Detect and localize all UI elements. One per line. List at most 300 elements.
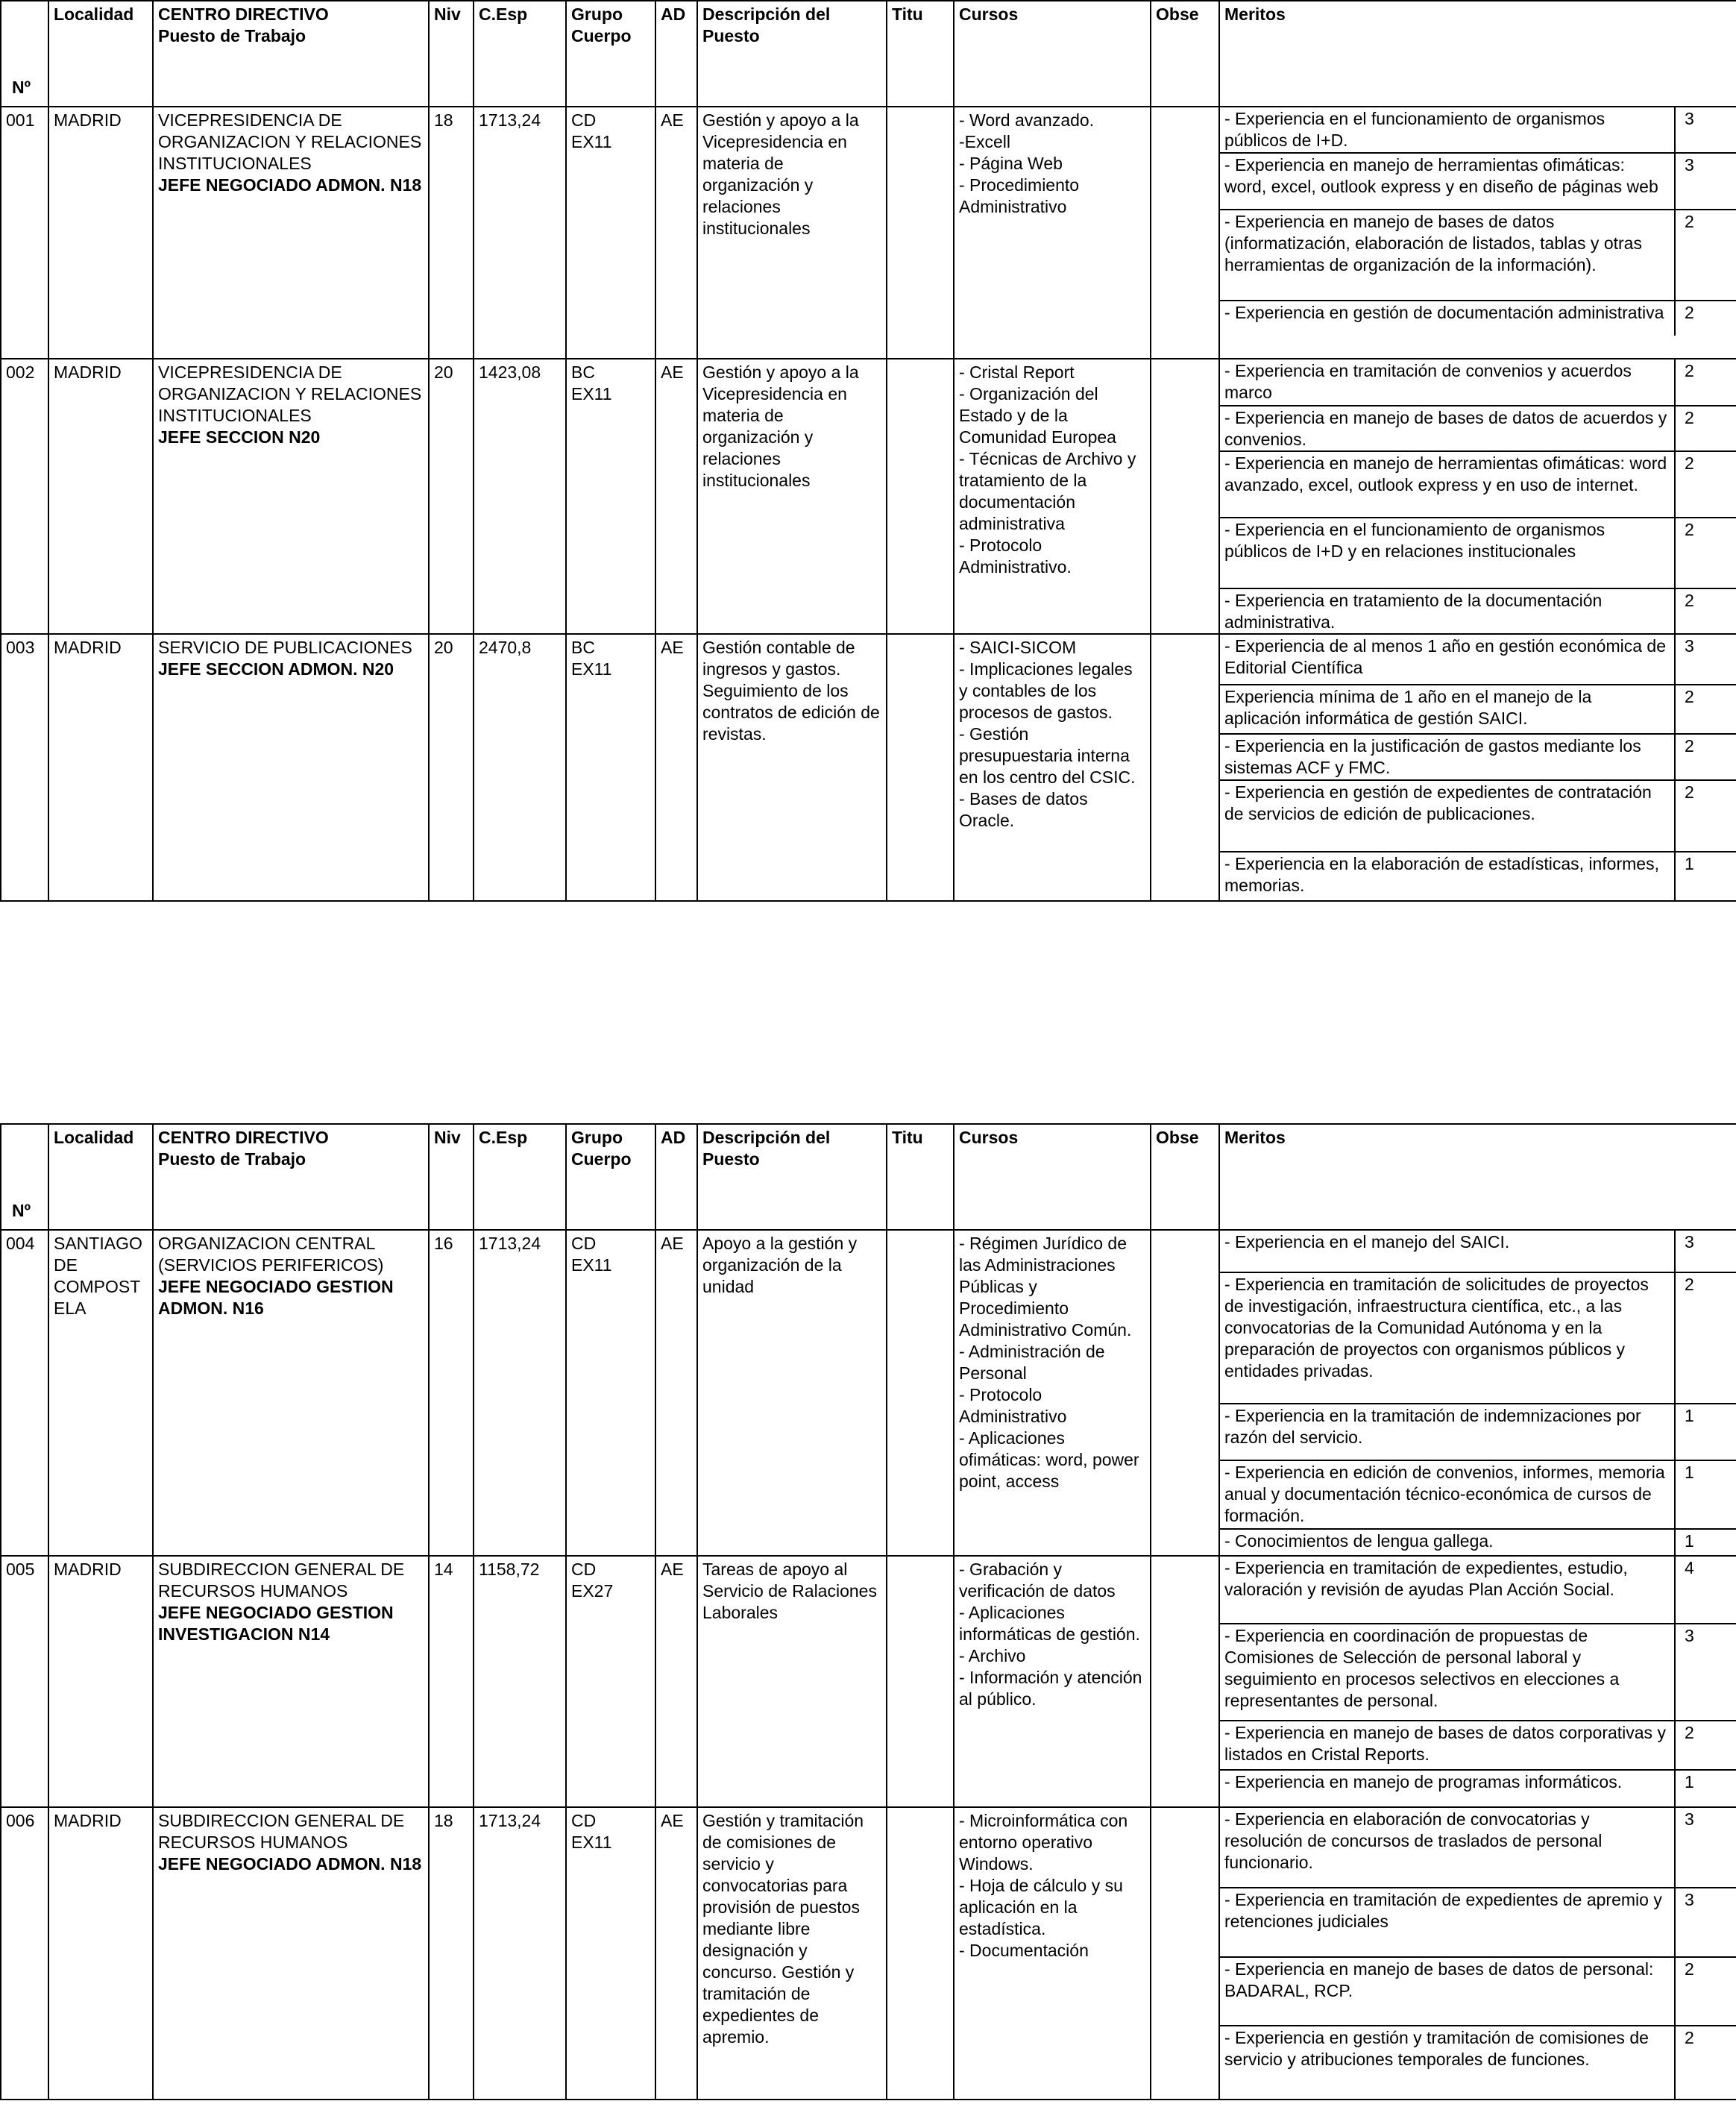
header-ad bbox=[655, 1124, 697, 1230]
row-centro bbox=[153, 634, 429, 901]
merito-score: 1 bbox=[1675, 1770, 1736, 1806]
row-desc-text: Gestión contable de ingresos y gastos. Seguimiento de los contratos de edición de revistas. bbox=[702, 638, 880, 744]
row-obse bbox=[1151, 634, 1219, 901]
header-centro-text: Puesto de Trabajo bbox=[158, 26, 306, 45]
curso-item: - Archivo bbox=[959, 1646, 1026, 1665]
merito-item bbox=[1220, 1957, 1736, 2026]
merito-item bbox=[1220, 1404, 1736, 1460]
merito-text: - Experiencia en elaboración de convocatorias y resolución de concursos de traslados de personal funcionario. bbox=[1220, 1808, 1675, 1888]
merito-score: 2 bbox=[1675, 685, 1736, 734]
merito-item bbox=[1220, 1272, 1736, 1404]
header-meritos-text: Meritos bbox=[1224, 1128, 1286, 1147]
curso-item: - Microinformática con entorno operativo Windows. bbox=[959, 1811, 1128, 1874]
merito-score: 1 bbox=[1675, 852, 1736, 900]
merito-score: 2 bbox=[1675, 451, 1736, 518]
meritos-list bbox=[1220, 1557, 1736, 1806]
merito-item bbox=[1220, 852, 1736, 900]
cuerpo: EX11 bbox=[571, 384, 612, 403]
cuerpo: EX11 bbox=[571, 1833, 612, 1852]
curso-item: - SAICI-SICOM bbox=[959, 638, 1077, 657]
header-cesp bbox=[474, 1124, 566, 1230]
row-ad bbox=[655, 1230, 697, 1556]
merito-score: 2 bbox=[1675, 301, 1736, 336]
header-centro-text: Puesto de Trabajo bbox=[158, 1149, 306, 1169]
meritos-list bbox=[1220, 107, 1736, 336]
job-table-1 bbox=[0, 0, 1736, 902]
grupo: CD bbox=[571, 1560, 597, 1579]
row-cesp-text: 1158,72 bbox=[479, 1560, 540, 1579]
row-localidad bbox=[48, 359, 153, 634]
row-grupo bbox=[566, 1807, 655, 2100]
row-nivel bbox=[429, 1556, 474, 1807]
merito-item bbox=[1220, 1624, 1736, 1721]
merito-score: 3 bbox=[1675, 1624, 1736, 1721]
header-desc bbox=[697, 1124, 887, 1230]
merito-text: - Experiencia en gestión de documentación administrativa bbox=[1224, 303, 1664, 322]
row-cursos bbox=[954, 359, 1151, 634]
header-obse-text: Obse bbox=[1156, 4, 1199, 24]
header-localidad bbox=[48, 1, 153, 107]
merito-item bbox=[1220, 518, 1736, 588]
row-grupo bbox=[566, 359, 655, 634]
header-titu bbox=[887, 1, 954, 107]
row-num bbox=[1, 634, 48, 901]
puesto-trabajo: JEFE NEGOCIADO GESTION ADMON. N16 bbox=[158, 1277, 394, 1318]
header-titu-text: Titu bbox=[892, 1128, 923, 1147]
merito-score: 3 bbox=[1675, 1808, 1736, 1888]
merito-item bbox=[1220, 107, 1736, 153]
curso-item: - Organización del Estado y de la Comunidad Europea bbox=[959, 384, 1116, 447]
row-ad bbox=[655, 634, 697, 901]
merito-item bbox=[1220, 1557, 1736, 1624]
row-nivel-text: 20 bbox=[434, 362, 453, 382]
merito-score: 1 bbox=[1675, 1404, 1736, 1460]
grupo: BC bbox=[571, 362, 595, 382]
header-desc bbox=[697, 1, 887, 107]
curso-item: - Aplicaciones informáticas de gestión. bbox=[959, 1603, 1140, 1644]
row-nivel bbox=[429, 1230, 474, 1556]
merito-item bbox=[1220, 406, 1736, 451]
merito-item bbox=[1220, 635, 1736, 685]
merito-text: - Experiencia en tramitación de expedientes, estudio, valoración y revisión de ayudas Plan Acción Social. bbox=[1220, 1557, 1675, 1624]
row-num-text: 004 bbox=[6, 1234, 35, 1253]
row-cursos bbox=[954, 1230, 1151, 1556]
header-titu-text: Titu bbox=[892, 4, 923, 24]
puesto-trabajo: JEFE NEGOCIADO ADMON. N18 bbox=[158, 1854, 422, 1874]
cuerpo: EX27 bbox=[571, 1581, 614, 1601]
merito-text: - Experiencia en el funcionamiento de organismos públicos de I+D. bbox=[1220, 107, 1675, 153]
row-cesp bbox=[474, 359, 566, 634]
row-localidad bbox=[48, 634, 153, 901]
merito-score: 2 bbox=[1675, 734, 1736, 780]
merito-score: 3 bbox=[1675, 153, 1736, 210]
row-ad bbox=[655, 1556, 697, 1807]
merito-score: 3 bbox=[1675, 1231, 1736, 1272]
row-centro bbox=[153, 359, 429, 634]
row-desc bbox=[697, 107, 887, 359]
row-titu bbox=[887, 359, 954, 634]
row-grupo bbox=[566, 1230, 655, 1556]
row-obse bbox=[1151, 107, 1219, 359]
row-obse bbox=[1151, 1807, 1219, 2100]
row-meritos bbox=[1219, 634, 1736, 901]
row-localidad bbox=[48, 1807, 153, 2100]
row-nivel-text: 18 bbox=[434, 1811, 453, 1830]
header-cursos bbox=[954, 1, 1151, 107]
grupo: CD bbox=[571, 1234, 597, 1253]
merito-text: - Experiencia en manejo de bases de datos (informatización, elaboración de listados, tablas y otras herramientas de organización de la información). bbox=[1220, 210, 1675, 301]
curso-item: - Cristal Report bbox=[959, 362, 1075, 382]
merito-text: - Experiencia en gestión y tramitación de comisiones de servicio y atribuciones temporales de funciones. bbox=[1224, 2028, 1649, 2069]
row-num bbox=[1, 1556, 48, 1807]
header-centro-text: CENTRO DIRECTIVO bbox=[158, 4, 329, 24]
row-desc-text: Tareas de apoyo al Servicio de Ralaciones Laborales bbox=[702, 1560, 877, 1622]
row-desc-text: Gestión y apoyo a la Vicepresidencia en materia de organización y relaciones institucionales bbox=[702, 362, 859, 490]
merito-item bbox=[1220, 780, 1736, 852]
header-cursos-text: Cursos bbox=[959, 4, 1019, 24]
header-centro bbox=[153, 1, 429, 107]
row-cesp-text: 1713,24 bbox=[479, 1811, 541, 1830]
merito-score: 2 bbox=[1675, 1721, 1736, 1770]
row-desc-text: Apoyo a la gestión y organización de la unidad bbox=[702, 1234, 858, 1296]
header-ad-text: AD bbox=[661, 4, 686, 24]
row-num-text: 003 bbox=[6, 638, 35, 657]
row-ad-text: AE bbox=[661, 638, 684, 657]
curso-item: - Aplicaciones ofimáticas: word, power point, access bbox=[959, 1428, 1139, 1491]
row-meritos bbox=[1219, 107, 1736, 359]
merito-score: 1 bbox=[1675, 1460, 1736, 1529]
header-nivel-text: Niv bbox=[434, 1128, 461, 1147]
row-localidad-text: MADRID bbox=[54, 1560, 122, 1579]
merito-text: - Experiencia en manejo de bases de datos corporativas y listados en Cristal Reports. bbox=[1220, 1721, 1675, 1770]
row-meritos bbox=[1219, 1556, 1736, 1807]
merito-score: 2 bbox=[1675, 588, 1736, 633]
merito-text: - Experiencia en la elaboración de estadísticas, informes, memorias. bbox=[1224, 854, 1659, 895]
row-meritos bbox=[1219, 1230, 1736, 1556]
merito-score: 2 bbox=[1675, 406, 1736, 451]
header-cursos-text: Cursos bbox=[959, 1128, 1019, 1147]
header-nivel bbox=[429, 1124, 474, 1230]
row-desc bbox=[697, 634, 887, 901]
merito-score: 3 bbox=[1675, 1888, 1736, 1957]
row-desc bbox=[697, 1556, 887, 1807]
merito-score: 2 bbox=[1675, 2026, 1736, 2099]
row-grupo bbox=[566, 1556, 655, 1807]
merito-item bbox=[1220, 685, 1736, 734]
merito-item bbox=[1220, 588, 1736, 633]
header-localidad bbox=[48, 1124, 153, 1230]
centro-directivo: SUBDIRECCION GENERAL DE RECURSOS HUMANOS bbox=[158, 1560, 405, 1601]
row-localidad bbox=[48, 1556, 153, 1807]
row-meritos bbox=[1219, 1807, 1736, 2100]
meritos-list bbox=[1220, 359, 1736, 633]
merito-item bbox=[1220, 1231, 1736, 1272]
curso-item: -Excell bbox=[959, 132, 1011, 151]
row-ad-text: AE bbox=[661, 362, 684, 382]
row-nivel-text: 18 bbox=[434, 110, 453, 130]
row-cesp bbox=[474, 1230, 566, 1556]
curso-item: - Implicaciones legales y contables de los procesos de gastos. bbox=[959, 659, 1133, 722]
merito-text: - Experiencia en tramitación de expedientes de apremio y retenciones judiciales bbox=[1220, 1888, 1675, 1957]
header-row bbox=[1, 1124, 1736, 1230]
header-grupo-text: Grupo bbox=[571, 4, 623, 24]
header-cesp-text: C.Esp bbox=[479, 4, 528, 24]
row-titu bbox=[887, 1556, 954, 1807]
row-ad bbox=[655, 359, 697, 634]
header-num bbox=[1, 1, 48, 107]
merito-item bbox=[1220, 153, 1736, 210]
header-cursos bbox=[954, 1124, 1151, 1230]
header-grupo-text: Grupo bbox=[571, 1128, 623, 1147]
meritos-list bbox=[1220, 635, 1736, 900]
row-desc bbox=[697, 1807, 887, 2100]
puesto-trabajo: JEFE NEGOCIADO GESTION INVESTIGACION N14 bbox=[158, 1603, 394, 1644]
header-num-text: Nº bbox=[12, 1201, 31, 1220]
merito-item bbox=[1220, 734, 1736, 780]
grupo: CD bbox=[571, 1811, 597, 1830]
row-cesp-text: 2470,8 bbox=[479, 638, 532, 657]
header-nivel bbox=[429, 1, 474, 107]
header-ad bbox=[655, 1, 697, 107]
row-cursos bbox=[954, 634, 1151, 901]
curso-item: - Administración de Personal bbox=[959, 1342, 1105, 1383]
row-titu bbox=[887, 1230, 954, 1556]
row-localidad-text: MADRID bbox=[54, 362, 122, 382]
header-centro-text: CENTRO DIRECTIVO bbox=[158, 1128, 329, 1147]
row-obse bbox=[1151, 359, 1219, 634]
merito-text: - Experiencia en el manejo del SAICI. bbox=[1220, 1231, 1675, 1272]
row-grupo bbox=[566, 634, 655, 901]
row-desc bbox=[697, 1230, 887, 1556]
merito-score: 2 bbox=[1675, 780, 1736, 852]
curso-item: - Página Web bbox=[959, 154, 1063, 173]
cuerpo: EX11 bbox=[571, 1255, 612, 1275]
header-meritos-text: Meritos bbox=[1224, 4, 1286, 24]
row-ad-text: AE bbox=[661, 1560, 684, 1579]
header-cesp bbox=[474, 1, 566, 107]
row-localidad bbox=[48, 107, 153, 359]
merito-item bbox=[1220, 359, 1736, 406]
merito-score: 4 bbox=[1675, 1557, 1736, 1624]
row-cursos bbox=[954, 107, 1151, 359]
row-centro bbox=[153, 107, 429, 359]
meritos-list bbox=[1220, 1808, 1736, 2099]
merito-item bbox=[1220, 1529, 1736, 1555]
row-num bbox=[1, 1230, 48, 1556]
row-titu bbox=[887, 634, 954, 901]
row-nivel-text: 14 bbox=[434, 1560, 453, 1579]
row-num bbox=[1, 359, 48, 634]
header-grupo bbox=[566, 1, 655, 107]
curso-item: - Régimen Jurídico de las Administraciones Públicas y Procedimiento Administrativo Común. bbox=[959, 1234, 1132, 1340]
merito-item bbox=[1220, 451, 1736, 518]
row-obse bbox=[1151, 1556, 1219, 1807]
row-localidad-text: SANTIAGO DE COMPOSTELA bbox=[54, 1234, 142, 1318]
merito-text: - Experiencia en la tramitación de indemnizaciones por razón del servicio. bbox=[1220, 1404, 1675, 1460]
merito-text: Experiencia mínima de 1 año en el manejo de la aplicación informática de gestión SAICI. bbox=[1220, 685, 1675, 734]
job-row bbox=[1, 1556, 1736, 1807]
merito-text: - Experiencia en la justificación de gastos mediante los sistemas ACF y FMC. bbox=[1220, 734, 1675, 780]
row-cursos bbox=[954, 1556, 1151, 1807]
merito-text: - Experiencia en manejo de bases de datos de acuerdos y convenios. bbox=[1220, 406, 1675, 451]
merito-text: - Experiencia en coordinación de propuestas de Comisiones de Selección de personal laboral y seguimiento en procesos selectivos en elecciones a representantes de personal. bbox=[1220, 1624, 1675, 1721]
row-cesp-text: 1713,24 bbox=[479, 110, 541, 130]
merito-text: - Experiencia en edición de convenios, informes, memoria anual y documentación técnico-económica de cursos de formación. bbox=[1220, 1460, 1675, 1529]
header-num-text: Nº bbox=[12, 78, 31, 97]
curso-item: - Técnicas de Archivo y tratamiento de la documentación administrativa bbox=[959, 449, 1136, 533]
centro-directivo: VICEPRESIDENCIA DE ORGANIZACION Y RELACIONES INSTITUCIONALES bbox=[158, 110, 422, 173]
header-localidad-text: Localidad bbox=[54, 4, 134, 24]
merito-score: 2 bbox=[1675, 518, 1736, 588]
row-desc bbox=[697, 359, 887, 634]
curso-item: - Hoja de cálculo y su aplicación en la estadística. bbox=[959, 1876, 1123, 1938]
merito-item bbox=[1220, 1721, 1736, 1770]
job-table-2 bbox=[0, 1123, 1736, 2100]
row-centro bbox=[153, 1556, 429, 1807]
header-titu bbox=[887, 1124, 954, 1230]
merito-score: 2 bbox=[1675, 210, 1736, 301]
row-cesp-text: 1423,08 bbox=[479, 362, 541, 382]
curso-item: - Grabación y verificación de datos bbox=[959, 1560, 1116, 1601]
merito-item bbox=[1220, 1888, 1736, 1957]
row-localidad-text: MADRID bbox=[54, 638, 122, 657]
curso-item: - Procedimiento Administrativo bbox=[959, 175, 1080, 216]
row-num bbox=[1, 107, 48, 359]
header-obse bbox=[1151, 1124, 1219, 1230]
row-localidad-text: MADRID bbox=[54, 110, 122, 130]
merito-score: 3 bbox=[1675, 107, 1736, 153]
header-localidad-text: Localidad bbox=[54, 1128, 134, 1147]
curso-item: - Bases de datos Oracle. bbox=[959, 789, 1088, 830]
grupo: BC bbox=[571, 638, 595, 657]
row-meritos bbox=[1219, 359, 1736, 634]
merito-score: 1 bbox=[1675, 1529, 1736, 1555]
row-nivel-text: 16 bbox=[434, 1234, 453, 1253]
row-num-text: 002 bbox=[6, 362, 35, 382]
merito-score: 2 bbox=[1675, 359, 1736, 406]
puesto-trabajo: JEFE SECCION ADMON. N20 bbox=[158, 659, 394, 679]
row-localidad bbox=[48, 1230, 153, 1556]
row-ad bbox=[655, 1807, 697, 2100]
meritos-list bbox=[1220, 1231, 1736, 1555]
header-meritos bbox=[1219, 1124, 1736, 1230]
row-titu bbox=[887, 107, 954, 359]
row-ad-text: AE bbox=[661, 1234, 684, 1253]
row-desc-text: Gestión y tramitación de comisiones de servicio y convocatorias para provisión de puestos mediante libre designación y concurso. Gestión y tramitación de expedientes de apremio. bbox=[702, 1811, 864, 2047]
curso-item: - Documentación bbox=[959, 1941, 1089, 1960]
row-num-text: 005 bbox=[6, 1560, 35, 1579]
puesto-trabajo: JEFE SECCION N20 bbox=[158, 427, 321, 447]
cuerpo: EX11 bbox=[571, 659, 612, 679]
merito-item bbox=[1220, 1808, 1736, 1888]
header-desc-text: Descripción del Puesto bbox=[702, 1128, 831, 1169]
merito-item bbox=[1220, 210, 1736, 301]
row-nivel bbox=[429, 1807, 474, 2100]
row-num bbox=[1, 1807, 48, 2100]
puesto-trabajo: JEFE NEGOCIADO ADMON. N18 bbox=[158, 175, 422, 195]
merito-text: - Experiencia de al menos 1 año en gestión económica de Editorial Científica bbox=[1220, 635, 1675, 685]
row-cesp bbox=[474, 634, 566, 901]
row-nivel bbox=[429, 634, 474, 901]
merito-text: - Experiencia en manejo de herramientas ofimáticas: word, excel, outlook express y en diseño de páginas web bbox=[1220, 153, 1675, 210]
row-centro bbox=[153, 1230, 429, 1556]
job-row bbox=[1, 107, 1736, 359]
merito-text: - Experiencia en manejo de programas informáticos. bbox=[1224, 1772, 1623, 1791]
centro-directivo: ORGANIZACION CENTRAL (SERVICIOS PERIFERICOS) bbox=[158, 1234, 384, 1275]
job-row bbox=[1, 1230, 1736, 1556]
header-obse-text: Obse bbox=[1156, 1128, 1199, 1147]
job-row bbox=[1, 359, 1736, 634]
row-cesp bbox=[474, 1807, 566, 2100]
row-nivel bbox=[429, 359, 474, 634]
row-localidad-text: MADRID bbox=[54, 1811, 122, 1830]
merito-item bbox=[1220, 1770, 1736, 1806]
merito-text: - Experiencia en gestión de expedientes de contratación de servicios de edición de publicaciones. bbox=[1220, 780, 1675, 852]
header-grupo-text: Cuerpo bbox=[571, 26, 632, 45]
header-centro bbox=[153, 1124, 429, 1230]
merito-text: - Experiencia en el funcionamiento de organismos públicos de I+D y en relaciones institucionales bbox=[1220, 518, 1675, 588]
curso-item: - Word avanzado. bbox=[959, 110, 1095, 130]
merito-item bbox=[1220, 2026, 1736, 2099]
centro-directivo: VICEPRESIDENCIA DE ORGANIZACION Y RELACIONES INSTITUCIONALES bbox=[158, 362, 422, 425]
row-cursos bbox=[954, 1807, 1151, 2100]
row-cesp bbox=[474, 107, 566, 359]
header-obse bbox=[1151, 1, 1219, 107]
row-cesp bbox=[474, 1556, 566, 1807]
row-ad bbox=[655, 107, 697, 359]
merito-score: 3 bbox=[1675, 635, 1736, 685]
header-nivel-text: Niv bbox=[434, 4, 461, 24]
header-num bbox=[1, 1124, 48, 1230]
header-desc-text: Descripción del Puesto bbox=[702, 4, 831, 45]
centro-directivo: SUBDIRECCION GENERAL DE RECURSOS HUMANOS bbox=[158, 1811, 405, 1852]
row-ad-text: AE bbox=[661, 1811, 684, 1830]
merito-text: - Experiencia en tramitación de solicitudes de proyectos de investigación, infraestructura científica, etc., a las convocatorias de la Comunidad Autónoma y en la preparación de proyectos con organismos públicos y entidades privadas. bbox=[1220, 1272, 1675, 1404]
row-nivel bbox=[429, 107, 474, 359]
merito-score: 2 bbox=[1675, 1957, 1736, 2026]
merito-text: - Experiencia en tramitación de convenios y acuerdos marco bbox=[1220, 359, 1675, 406]
header-cesp-text: C.Esp bbox=[479, 1128, 528, 1147]
merito-text: - Conocimientos de lengua gallega. bbox=[1224, 1531, 1494, 1551]
header-ad-text: AD bbox=[661, 1128, 686, 1147]
row-obse bbox=[1151, 1230, 1219, 1556]
header-grupo-text: Cuerpo bbox=[571, 1149, 632, 1169]
merito-text: - Experiencia en manejo de herramientas ofimáticas: word avanzado, excel, outlook express y en uso de internet. bbox=[1220, 451, 1675, 518]
centro-directivo: SERVICIO DE PUBLICACIONES bbox=[158, 638, 412, 657]
curso-item: - Información y atención al público. bbox=[959, 1668, 1142, 1709]
curso-item: - Protocolo Administrativo bbox=[959, 1385, 1067, 1426]
merito-item bbox=[1220, 301, 1736, 336]
grupo: CD bbox=[571, 110, 597, 130]
job-row bbox=[1, 1807, 1736, 2100]
job-row bbox=[1, 634, 1736, 901]
merito-text: - Experiencia en tratamiento de la documentación administrativa. bbox=[1224, 591, 1603, 632]
curso-item: - Gestión presupuestaria interna en los centro del CSIC. bbox=[959, 724, 1136, 787]
row-titu bbox=[887, 1807, 954, 2100]
merito-text: - Experiencia en manejo de bases de datos de personal: BADARAL, RCP. bbox=[1220, 1957, 1675, 2026]
header-grupo bbox=[566, 1124, 655, 1230]
row-nivel-text: 20 bbox=[434, 638, 453, 657]
header-meritos bbox=[1219, 1, 1736, 107]
cuerpo: EX11 bbox=[571, 132, 612, 151]
merito-item bbox=[1220, 1460, 1736, 1529]
header-row bbox=[1, 1, 1736, 107]
row-centro bbox=[153, 1807, 429, 2100]
row-num-text: 001 bbox=[6, 110, 35, 130]
merito-score: 2 bbox=[1675, 1272, 1736, 1404]
row-desc-text: Gestión y apoyo a la Vicepresidencia en materia de organización y relaciones institucionales bbox=[702, 110, 859, 238]
row-num-text: 006 bbox=[6, 1811, 35, 1830]
